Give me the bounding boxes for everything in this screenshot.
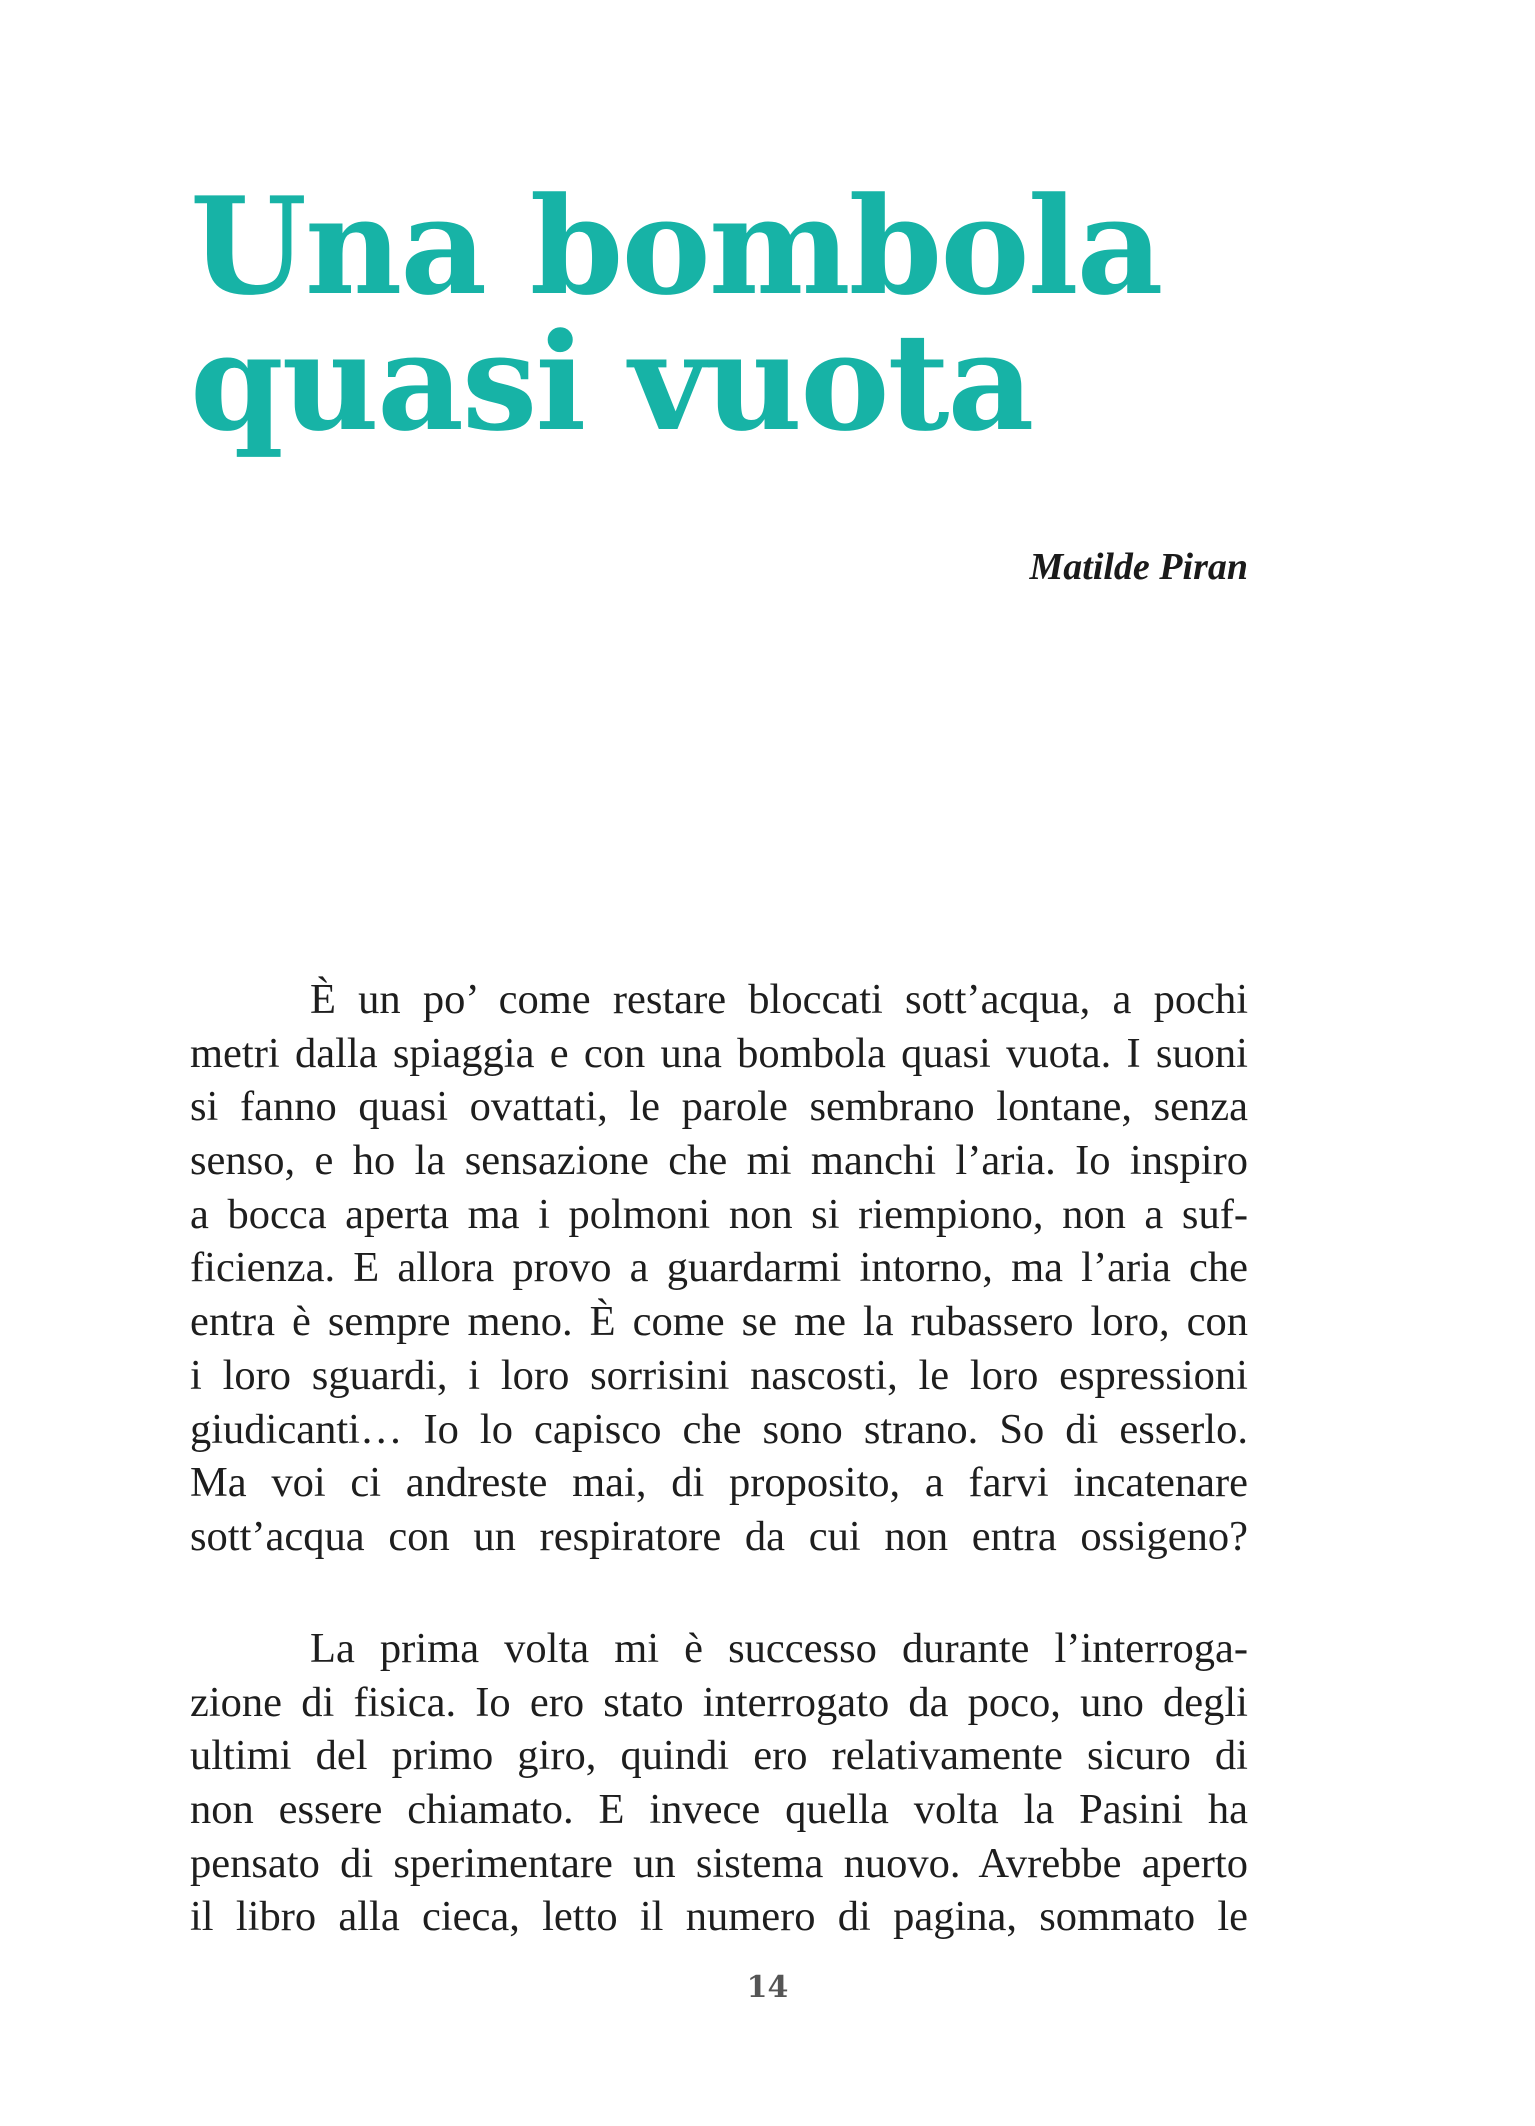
- chapter-title: [190, 167, 1290, 461]
- text-line: entra è sempre meno. È come se me la rubassero loro, con: [190, 1298, 1248, 1346]
- chapter-title-line-1: Una bombola: [190, 167, 1162, 325]
- author-name: Matilde Piran: [1029, 546, 1248, 588]
- text-line: non essere chiamato. E invece quella volta la Pasini ha: [190, 1786, 1248, 1834]
- text-line: ultimi del primo giro, quindi ero relativamente sicuro di: [190, 1732, 1248, 1780]
- text-line: zione di fisica. Io ero stato interrogato da poco, uno degli: [190, 1678, 1248, 1726]
- text-line: Ma voi ci andreste mai, di proposito, a farvi incatenare: [190, 1459, 1248, 1507]
- text-line: sott’acqua con un respiratore da cui non entra ossigeno?: [190, 1512, 1248, 1560]
- paragraph-1: [190, 973, 1248, 1564]
- page-number: 14: [746, 1970, 789, 2005]
- text-line: pensato di sperimentare un sistema nuovo. Avrebbe aperto: [190, 1839, 1248, 1887]
- text-line: La prima volta mi è successo durante l’interroga-: [310, 1625, 1248, 1672]
- text-line: giudicanti… Io lo capisco che sono strano. So di esserlo.: [190, 1405, 1248, 1453]
- text-line: a bocca aperta ma i polmoni non si riempiono, non a suf-: [190, 1190, 1248, 1238]
- text-line: È un po’ come restare bloccati sott’acqua, a pochi: [310, 976, 1248, 1023]
- text-line: i loro sguardi, i loro sorrisini nascosti, le loro espressioni: [190, 1351, 1248, 1399]
- paragraph-2: [190, 1622, 1248, 1944]
- text-line: ficienza. E allora provo a guardarmi intorno, ma l’aria che: [190, 1244, 1248, 1292]
- text-line: il libro alla cieca, letto il numero di pagina, sommato le: [190, 1893, 1248, 1941]
- text-line: si fanno quasi ovattati, le parole sembrano lontane, senza: [190, 1083, 1248, 1131]
- chapter-title-line-2: quasi vuota: [190, 303, 1033, 461]
- text-line: metri dalla spiaggia e con una bombola quasi vuota. I suoni: [190, 1029, 1248, 1077]
- text-line: senso, e ho la sensazione che mi manchi l’aria. Io inspiro: [190, 1137, 1248, 1185]
